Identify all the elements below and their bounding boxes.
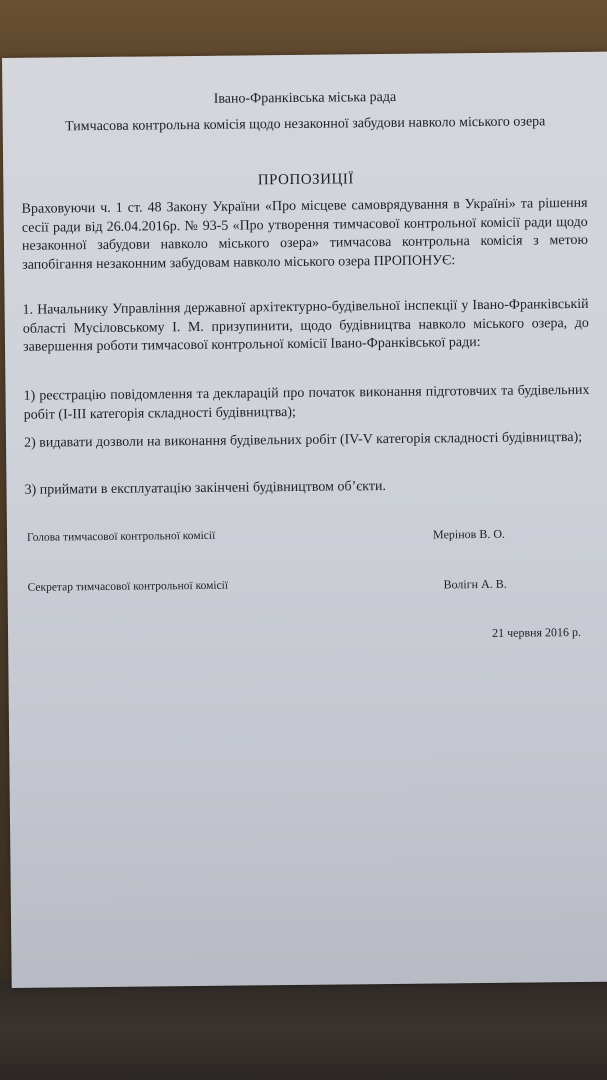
- proposal-subitem-3: 3) приймати в експлуатацію закінчені будівництвом об’єкти.: [24, 479, 387, 498]
- document-page: [2, 52, 607, 988]
- preamble-paragraph: Враховуючи ч. 1 ст. 48 Закону України «Про місцеве самоврядування в Україні» та рішення сесії ради від 26.04.2016р. № 93-5 «Про утворення тимчасової контрольної комісії ради щодо незаконної забудови навколо міського озера» тимчасова контрольна комісія з метою запобігання незаконним забудовам навколо міського озера ПРОПОНУЄ:: [21, 195, 589, 273]
- floor-background: [0, 980, 607, 1080]
- chair-role: Голова тимчасової контрольної комісії: [26, 529, 216, 544]
- document-date: 21 червня 2016 р.: [491, 624, 582, 640]
- commission-name: Тимчасова контрольна комісія щодо незаконної забудови навколо міського озера: [64, 114, 546, 135]
- proposal-subitem-2: 2) видавати дозволи на виконання будівельних робіт (IV-V категорія складності будівництва);: [23, 429, 583, 451]
- chair-name: Мерінов В. О.: [432, 526, 506, 542]
- proposal-subitem-1: 1) реєстрацію повідомлення та декларацій про початок виконання підготовчих та будівельних робіт (І-ІІІ категорія складності будівництва);: [23, 382, 590, 423]
- proposal-item-1: 1. Начальнику Управління державної архітектурно-будівельної інспекції у Івано-Франківській області Мусіловському І. М. призупинити, щодо будівництва навколо міського озера, до завершення роботи тимчасової контрольної комісії Івано-Франківської ради:: [22, 296, 589, 355]
- council-name: Івано-Франківська міська рада: [213, 89, 397, 107]
- secretary-name: Волігн А. В.: [443, 576, 507, 592]
- document-heading: ПРОПОЗИЦІЇ: [257, 171, 354, 189]
- secretary-role: Секретар тимчасової контрольної комісії: [27, 579, 229, 594]
